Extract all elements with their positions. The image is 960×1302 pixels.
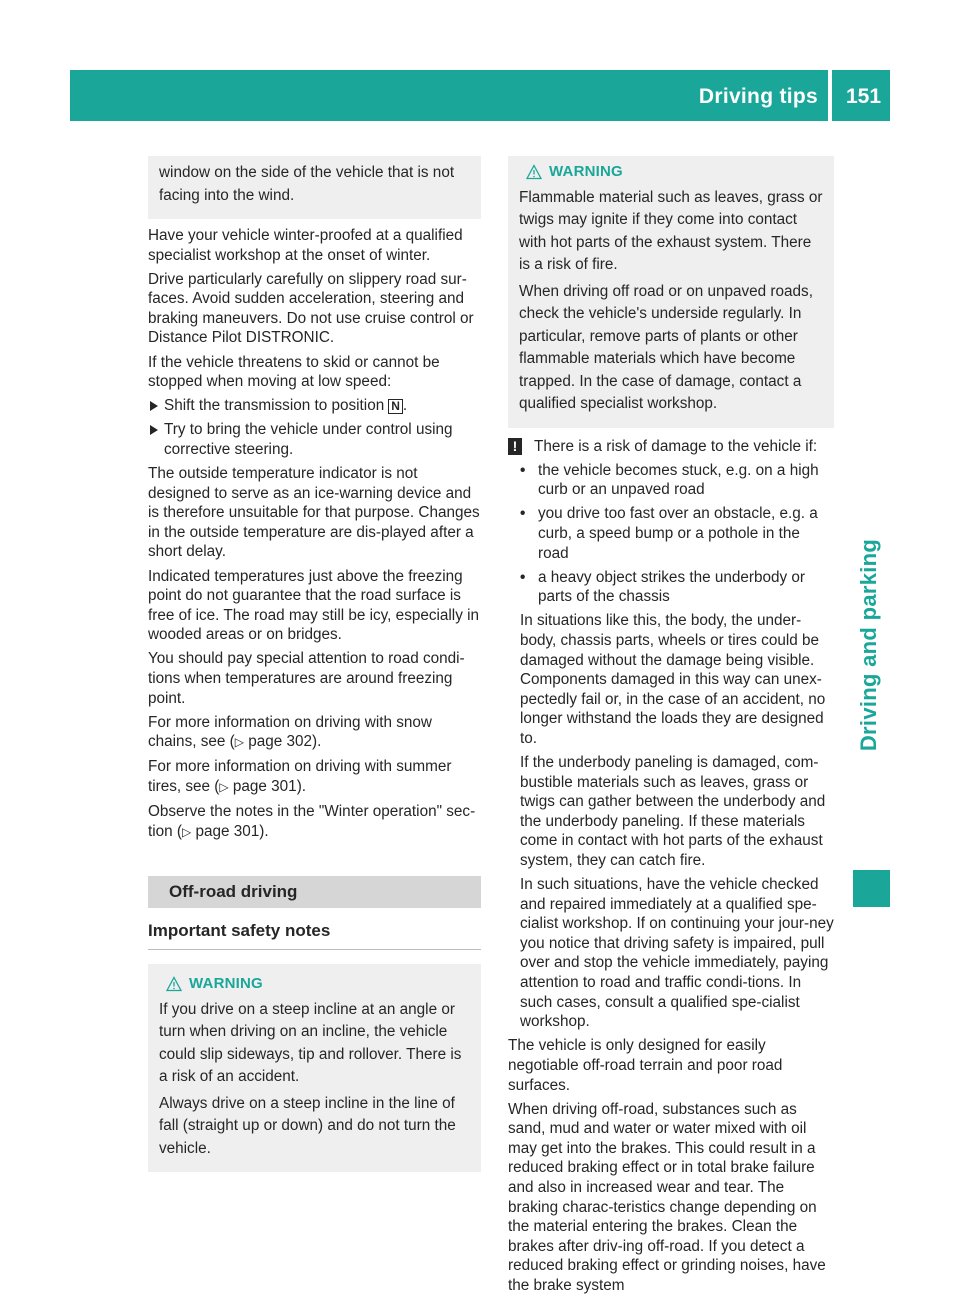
ref-text: For more information on driving with snow chains, see ( <box>148 713 432 751</box>
paragraph: If the vehicle threatens to skid or cannot be stopped when moving at low speed: <box>148 353 440 391</box>
paragraph: Drive particularly carefully on slippery road sur-faces. Avoid sudden acceleration, steering and braking maneuvers. Do not use cruise control or Distance Pilot DISTRONIC. <box>148 270 474 347</box>
bullet-icon: • <box>520 568 526 586</box>
warning-box <box>508 156 834 428</box>
page-ref-link[interactable]: page 301). <box>191 822 269 840</box>
bullet-icon: • <box>520 505 526 523</box>
warning-text: When driving off road or on unpaved roads, check the vehicle's underside regularly. In particular, remove parts of plants or other flammable materials which have become trapped. In the case of damage, contact a qualified specialist workshop. <box>519 282 813 413</box>
page-ref-arrow-icon: ▷ <box>234 735 244 750</box>
paragraph: The vehicle is only designed for easily negotiable off-road terrain and poor road surfaces. <box>508 1037 783 1094</box>
paragraph: Have your vehicle winter-proofed at a qualified specialist workshop at the onset of winter. <box>148 227 463 264</box>
page-ref-arrow-icon: ▷ <box>219 779 229 794</box>
page-ref-arrow-icon: ▷ <box>182 824 192 839</box>
paragraph <box>148 802 481 842</box>
warning-label: WARNING <box>189 975 263 993</box>
warning-triangle-icon <box>526 164 542 180</box>
right-column <box>508 156 834 1300</box>
step-text-end: . <box>402 397 408 415</box>
header-title: Driving tips <box>698 85 818 108</box>
exclamation-icon: ! <box>508 438 522 455</box>
notice-paragraph: In situations like this, the body, the under-body, chassis parts, wheels or tires could be damaged without the damage being visible. Components damaged in this way can unex-pectedly fail or, in the case of an accident, no longer withstand the loads they are designed to. <box>520 612 826 747</box>
notice-paragraph: In such situations, have the vehicle checked and repaired immediately at a qualified spe-cialist workshop. If on continuing your jour-ney you notice that driving safety is impaired, pull over and stop the vehicle immediately, paying attention to road and traffic condi-tions. In such cases, consult a qualified spe-cialist workshop. <box>520 876 834 1031</box>
paragraph: You should pay special attention to road condi-tions when temperatures are around freezing point. <box>148 650 465 707</box>
chapter-tab-marker <box>853 870 890 907</box>
continued-warning-box <box>148 156 481 219</box>
warning-box <box>148 964 481 1172</box>
warning-header <box>159 974 471 994</box>
list-item <box>508 568 834 607</box>
page-header <box>70 70 890 121</box>
warning-text: Always drive on a steep incline in the line of fall (straight up or down) and do not turn the vehicle. <box>159 1094 456 1157</box>
warning-text: If you drive on a steep incline at an angle or turn when driving on an incline, the vehicle could slip sideways, tip and rollover. There is a risk of an accident. <box>159 1000 462 1086</box>
list-item <box>508 504 834 563</box>
notice-header <box>508 437 834 457</box>
list-item-text: the vehicle becomes stuck, e.g. on a high curb or an unpaved road <box>538 461 819 499</box>
list-item-text: you drive too fast over an obstacle, e.g. a curb, a speed bump or a pothole in the road <box>538 505 818 562</box>
paragraph <box>148 757 481 797</box>
notice-lead: There is a risk of damage to the vehicle if: <box>534 437 818 455</box>
notice-paragraph: If the underbody paneling is damaged, com-bustible materials such as leaves, grass or twigs can gather between the underbody and the underbody paneling. If these materials come in contact with hot parts of the exhaust system, they can catch fire. <box>520 754 826 869</box>
paragraph: The outside temperature indicator is not designed to serve as an ice-warning device and is therefore unsuitable for that purpose. Changes in the outside temperature are dis-played after a short delay. <box>148 465 480 561</box>
chapter-tab-label: Driving and parking <box>856 538 881 752</box>
paragraph <box>148 713 481 753</box>
page-ref-link[interactable]: page 302). <box>243 733 322 751</box>
step-item <box>148 420 481 459</box>
list-item-text: a heavy object strikes the underbody or parts of the chassis <box>538 568 806 606</box>
paragraph: Indicated temperatures just above the freezing point do not guarantee that the road surface is free of ice. The road may still be icy, especially in wooded areas or on bridges. <box>148 567 480 644</box>
warning-label: WARNING <box>549 163 623 180</box>
warning-text: Flammable material such as leaves, grass or twigs may ignite if they come into contact with hot parts of the exhaust system. There is a risk of fire. <box>519 188 823 274</box>
ref-text: Observe the notes in the "Winter operation" sec-tion ( <box>148 803 476 840</box>
step-text: Try to bring the vehicle under control using corrective steering. <box>164 421 453 458</box>
step-arrow-icon <box>150 425 158 435</box>
page-ref-link[interactable]: page 301). <box>228 777 307 795</box>
ref-text: For more information on driving with summer tires, see ( <box>148 758 452 795</box>
damage-notice <box>508 437 834 1032</box>
section-heading: Off-road driving <box>148 876 481 908</box>
paragraph: When driving off-road, substances such as sand, mud and water or water mixed with oil may get into the brakes. This could result in a reduced braking effect or in total brake failure and also in increased wear and tear. The braking charac-teristics change depending on the material entering the brakes. Clean the brakes after driv-ing off-road. If you detect a reduced braking effect or grinding noises, have the brake system <box>508 1100 826 1294</box>
bullet-icon: • <box>520 461 526 479</box>
header-divider <box>828 70 832 121</box>
gear-n-key-icon: N <box>388 399 403 414</box>
box-text: window on the side of the vehicle that is not facing into the wind. <box>159 164 455 204</box>
warning-header <box>519 162 824 182</box>
step-item <box>148 396 481 416</box>
subsection-heading: Important safety notes <box>148 908 481 950</box>
warning-triangle-icon <box>166 976 182 992</box>
page-number: 151 <box>846 85 882 108</box>
list-item <box>508 461 834 500</box>
step-arrow-icon <box>150 401 158 411</box>
step-text: Shift the transmission to position <box>164 397 385 415</box>
left-column <box>148 156 481 1172</box>
